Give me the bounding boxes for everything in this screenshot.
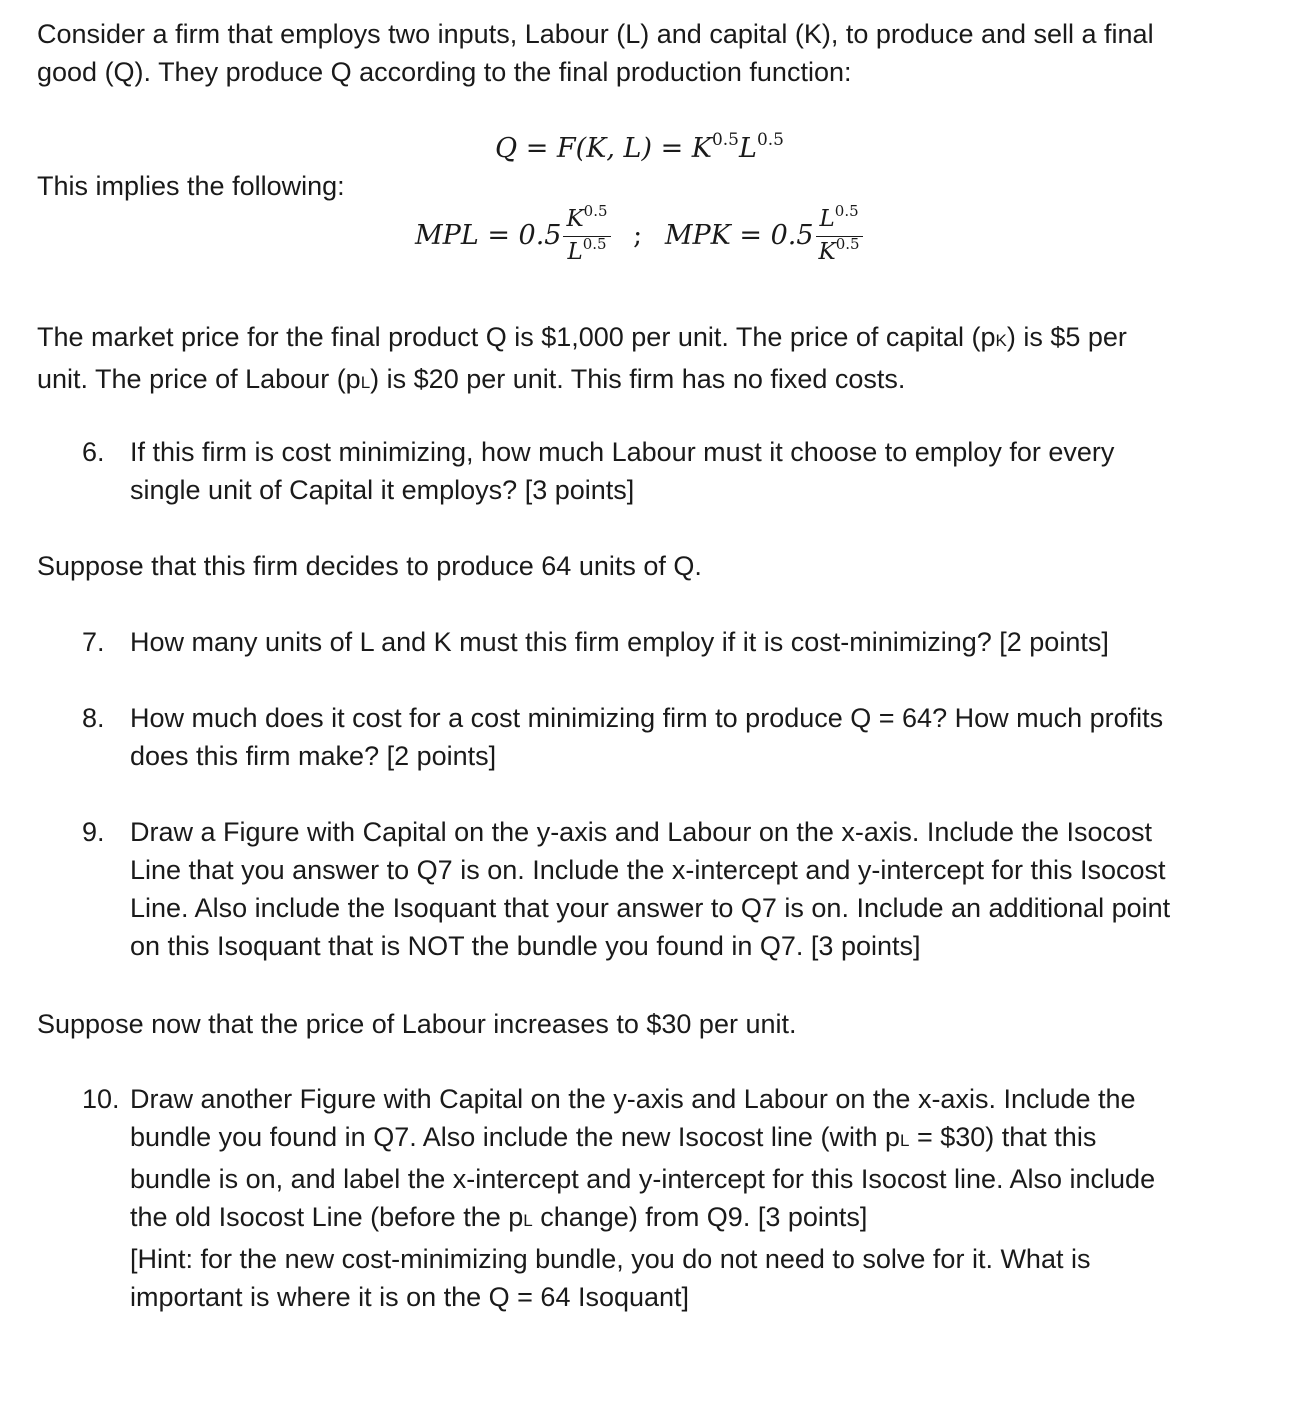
question-9-line-3: Line. Also include the Isoquant that your answer to Q7 is on. Include an additional point [130,893,1171,923]
mpl-lhs: MPL = 0.5 [415,220,562,251]
question-8-number: 8. [82,703,105,733]
mpk-numerator-base: L [819,206,835,232]
k-exponent: 0.5 [711,130,739,150]
question-6-line-2: single unit of Capital it employs? [3 points] [130,475,635,505]
production-function-lhs: Q = F(K, L) = K [495,133,712,164]
l-exponent: 0.5 [756,130,784,150]
prices-line-1 [37,318,1127,360]
question-9-line-4: on this Isoquant that is NOT the bundle you found in Q7. [3 points] [130,931,921,961]
l-base: L [739,133,757,164]
prices-line-2 [37,360,1127,402]
intro-line-2: good (Q). They produce Q according to the final production function: [37,57,852,87]
question-7-line-1: How many units of L and K must this firm employ if it is cost-minimizing? [2 points] [130,627,1109,657]
prices-line-2-text: unit. The price of Labour (p [37,364,361,394]
intro-line-1: Consider a firm that employs two inputs, Labour (L) and capital (K), to produce and sell a final [37,19,1154,49]
question-10-line-2 [130,1118,1155,1160]
mpk-denominator-base: K [818,239,836,265]
question-10-line-4-end: change) from Q9. [3 points] [532,1202,868,1232]
question-10-line-2-text: bundle you found in Q7. Also include the new Isocost line (with p [130,1122,900,1152]
question-10-number: 10. [82,1084,120,1114]
prices-paragraph [37,318,1127,402]
question-10-line-6: important is where it is on the Q = 64 Isoquant] [130,1282,690,1312]
question-6-line-1: If this firm is cost minimizing, how much Labour must it choose to employ for every [130,437,1115,467]
production-function-equation [495,130,784,171]
question-7-number: 7. [82,627,105,657]
mpk-fraction [816,204,863,269]
question-10-line-4 [130,1198,1155,1240]
suppose-production-text: Suppose that this firm decides to produce 64 units of Q. [37,551,702,581]
prices-line-1-end: ) is $5 per [1006,322,1127,352]
question-10-line-3: bundle is on, and label the x-intercept and y-intercept for this Isocost line. Also include [130,1164,1156,1194]
marginal-products-equation [415,204,867,269]
question-10-line-4-text: the old Isocost Line (before the p [130,1202,524,1232]
question-9-number: 9. [82,817,105,847]
question-8-line-2: does this firm make? [2 points] [130,741,497,771]
question-6-number: 6. [82,437,105,467]
suppose-price-change-text: Suppose now that the price of Labour increases to $30 per unit. [37,1009,797,1039]
equation-separator: ; [633,220,643,251]
intro-paragraph [37,15,1154,91]
question-10-line-5: [Hint: for the new cost-minimizing bundle, you do not need to solve for it. What is [130,1244,1091,1274]
question-9-line-2: Line that you answer to Q7 is on. Include the x-intercept and y-intercept for this Isocost [130,855,1166,885]
question-9-line-1: Draw a Figure with Capital on the y-axis and Labour on the x-axis. Include the Isocost [130,817,1153,847]
prices-line-2-end: ) is $20 per unit. This firm has no fixed costs. [370,364,906,394]
mpl-denominator-base: L [567,239,583,265]
question-10-line-4-subscript: L [523,1211,533,1230]
question-9-text [130,813,1170,965]
mpk-numerator-exp: 0.5 [834,202,859,220]
mpl-numerator-exp: 0.5 [583,202,608,220]
question-8-line-1: How much does it cost for a cost minimizing firm to produce Q = 64? How much profits [130,703,1164,733]
question-10-line-2-end: = $30) that this [909,1122,1097,1152]
question-6-text [130,433,1114,509]
question-10-line-1: Draw another Figure with Capital on the y-axis and Labour on the x-axis. Include the [130,1084,1136,1114]
question-10-text [130,1080,1155,1316]
mpl-numerator-base: K [566,206,584,232]
question-7-text [130,623,1109,661]
implies-text: This implies the following: [37,171,345,201]
prices-line-1-text: The market price for the final product Q is $1,000 per unit. The price of capital (p [37,322,996,352]
question-8-text [130,699,1163,775]
mpl-denominator-exp: 0.5 [582,235,607,253]
price-labour-subscript: L [360,373,371,392]
mpk-denominator-exp: 0.5 [835,235,860,253]
mpl-fraction [563,204,610,269]
mpk-lhs: MPK = 0.5 [664,220,814,251]
price-capital-subscript: K [995,331,1007,350]
question-10-line-2-subscript: L [899,1131,910,1150]
